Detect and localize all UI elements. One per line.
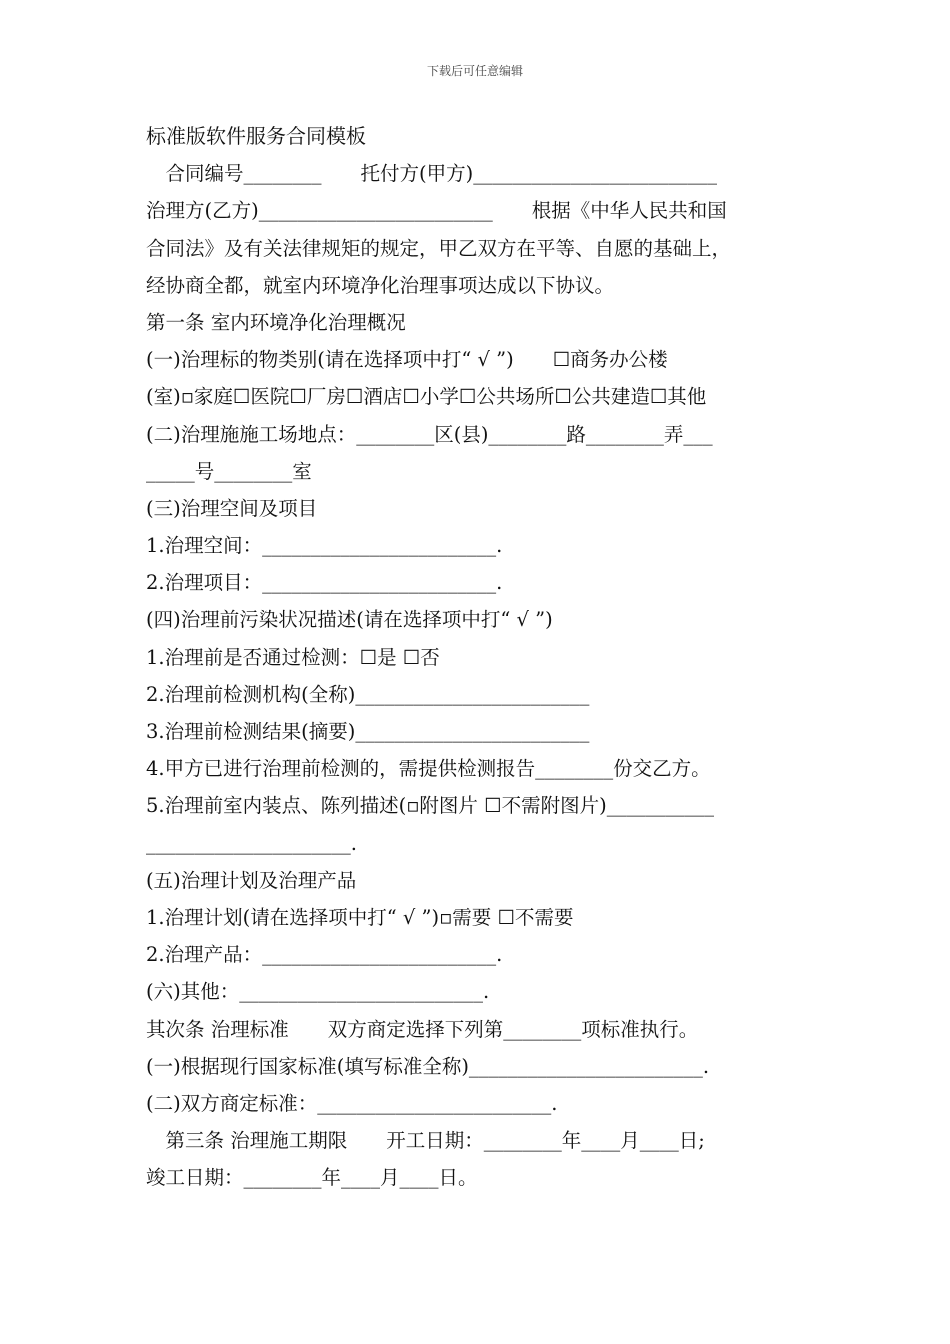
- contract-line: 其次条 治理标准 双方商定选择下列第________项标准执行。: [146, 1017, 699, 1041]
- contract-line: 第一条 室内环境净化治理概况: [146, 310, 406, 334]
- contract-text: [146, 155, 814, 1196]
- contract-line: 1.治理空间：________________________.: [146, 534, 503, 558]
- contract-line: (二)治理施施工场地点：________区(县)________路________弄___: [146, 422, 713, 446]
- page-header: 下载后可任意编辑: [426, 64, 523, 78]
- contract-line: _____________________.: [146, 831, 357, 855]
- contract-line: 2.治理产品：________________________.: [146, 943, 503, 967]
- document-body: [146, 118, 814, 1196]
- contract-line: (室)▫家庭☐医院☐厂房☐酒店☐小学☐公共场所☐公共建造☐其他: [146, 385, 707, 409]
- contract-line: 第三条 治理施工期限 开工日期：________年____月____日;: [146, 1129, 705, 1153]
- contract-line: 2.治理项目：________________________.: [146, 571, 503, 595]
- contract-line: (三)治理空间及项目: [146, 496, 318, 520]
- contract-line: (一)治理标的物类别(请在选择项中打“ √ ”) ☐商务办公楼: [146, 348, 668, 372]
- contract-line: (一)根据现行国家标准(填写标准全称)________________________.: [146, 1054, 710, 1078]
- contract-line: _____号________室: [146, 459, 312, 483]
- contract-line: 2.治理前检测机构(全称)________________________: [146, 682, 590, 706]
- contract-line: (六)其他：_________________________.: [146, 980, 490, 1004]
- contract-line: 治理方(乙方)________________________ 根据《中华人民共和国: [146, 199, 727, 223]
- contract-line: 合同法》及有关法律规矩的规定，甲乙双方在平等、自愿的基础上，: [146, 236, 732, 260]
- document-title: 标准版软件服务合同模板: [146, 124, 366, 148]
- contract-line: 5.治理前室内装点、陈列描述(▫附图片 ☐不需附图片)___________: [146, 794, 714, 818]
- contract-line: 竣工日期：________年____月____日。: [146, 1166, 478, 1190]
- contract-line: 经协商全都，就室内环境净化治理事项达成以下协议。: [146, 273, 615, 297]
- contract-line: (五)治理计划及治理产品: [146, 868, 357, 892]
- contract-line: (四)治理前污染状况描述(请在选择项中打“ √ ”): [146, 608, 553, 632]
- contract-line: 合同编号________ 托付方(甲方)_________________________: [146, 162, 717, 186]
- contract-line: 1.治理前是否通过检测：☐是 ☐否: [146, 645, 440, 669]
- contract-line: 1.治理计划(请在选择项中打“ √ ”)▫需要 ☐不需要: [146, 905, 574, 929]
- contract-line: 4.甲方已进行治理前检测的，需提供检测报告________份交乙方。: [146, 757, 711, 781]
- contract-line: 3.治理前检测结果(摘要)________________________: [146, 720, 590, 743]
- contract-line: (二)双方商定标准：________________________.: [146, 1091, 558, 1115]
